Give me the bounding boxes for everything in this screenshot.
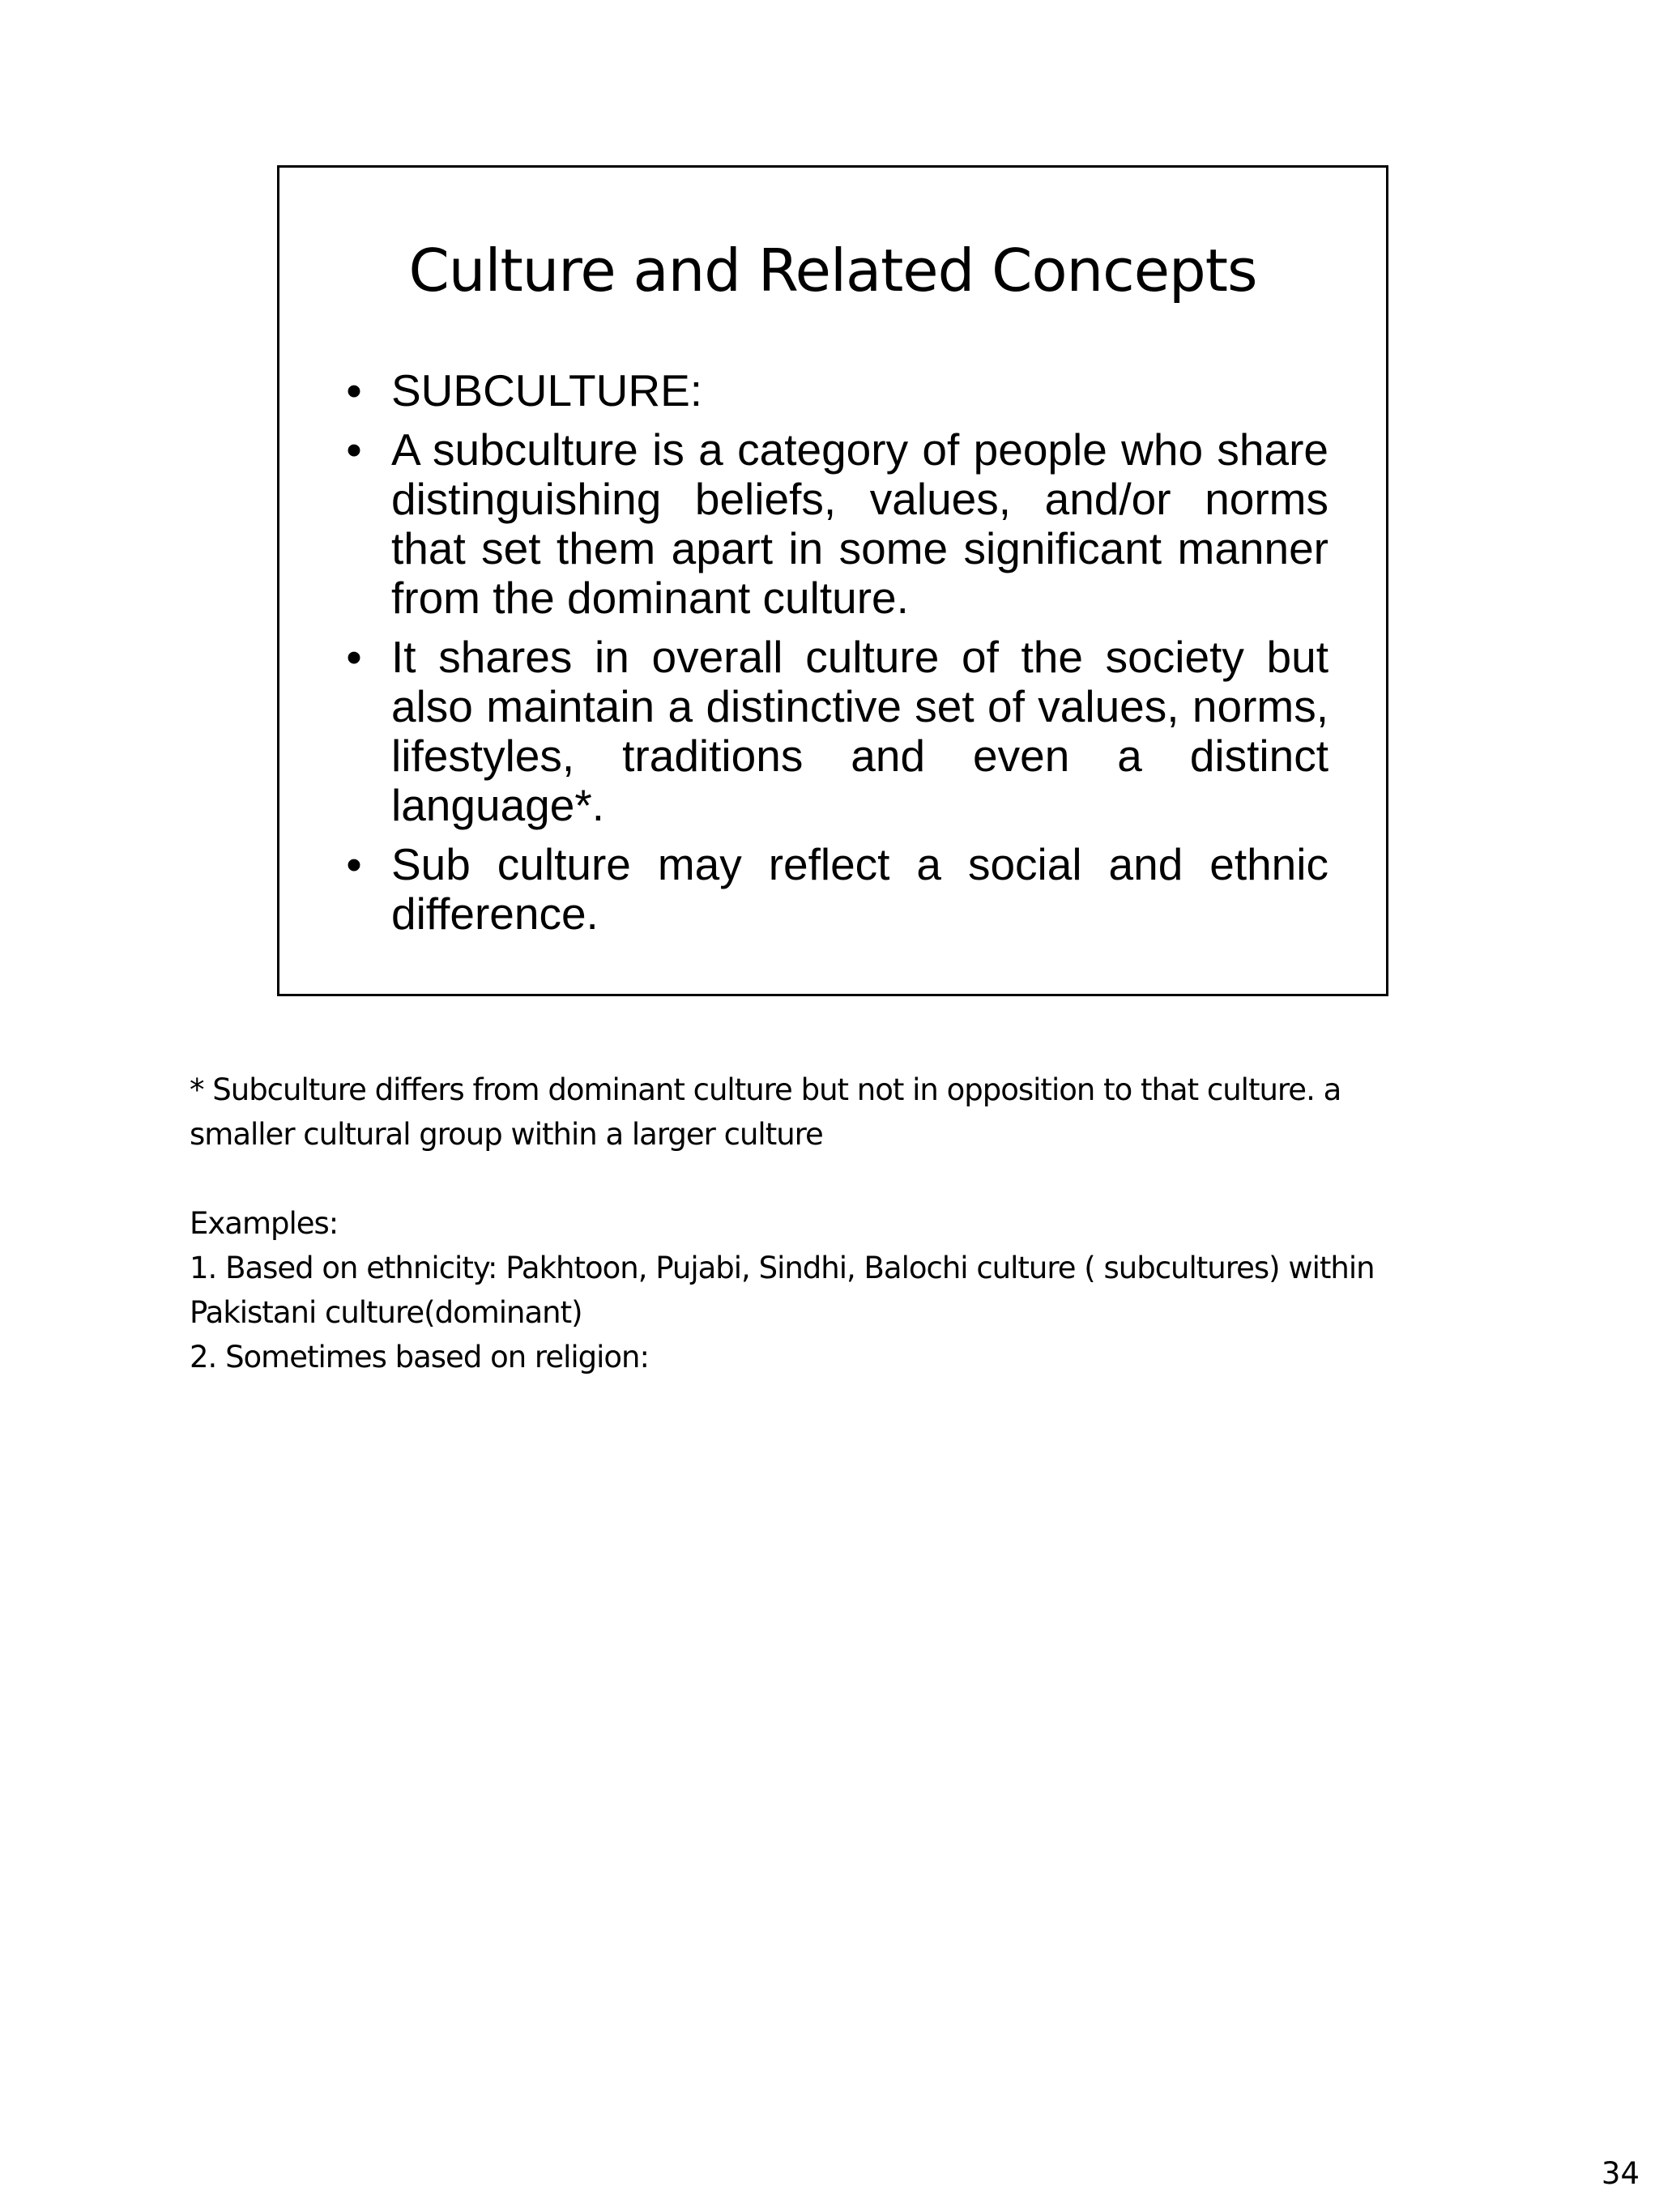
example-line: Pakistani culture(dominant) bbox=[190, 1295, 582, 1330]
slide-title: Culture and Related Concepts bbox=[408, 237, 1257, 305]
bullet-text: SUBCULTURE: bbox=[391, 365, 703, 416]
bullet-item-social-ethnic bbox=[338, 840, 1328, 939]
footnote-line: * Subculture differs from dominant culture but not in opposition to that culture. a bbox=[190, 1072, 1341, 1107]
notes-spacer bbox=[190, 1157, 1518, 1201]
example-line: 1. Based on ethnicity: Pakhtoon, Pujabi, Sindhi, Balochi culture ( subcultures) within bbox=[190, 1251, 1375, 1285]
bullet-marker: • bbox=[346, 632, 362, 682]
bullet-marker: • bbox=[346, 365, 362, 416]
bullet-marker: • bbox=[346, 424, 362, 475]
speaker-notes bbox=[190, 1068, 1518, 1379]
bullet-marker: • bbox=[346, 839, 362, 889]
bullet-text: Sub culture may reflect a social and ethnic difference. bbox=[391, 839, 1328, 939]
bullet-text: A subculture is a category of people who share distinguishing beliefs, values, and/or norms that set them apart in some significant manner from the dominant culture. bbox=[391, 424, 1328, 623]
bullet-item-subculture-heading bbox=[338, 366, 1328, 416]
examples-heading: Examples: bbox=[190, 1206, 339, 1241]
example-line: 2. Sometimes based on religion: bbox=[190, 1340, 649, 1375]
bullet-item-shares-culture bbox=[338, 633, 1328, 830]
bullet-list bbox=[338, 366, 1328, 948]
bullet-item-definition bbox=[338, 425, 1328, 623]
page-number: 34 bbox=[1601, 2156, 1640, 2191]
bullet-text: It shares in overall culture of the society but also maintain a distinctive set of values, norms, lifestyles, traditions and even a distinct language*. bbox=[391, 632, 1328, 830]
footnote-line: smaller cultural group within a larger culture bbox=[190, 1117, 823, 1152]
slide-frame bbox=[277, 165, 1388, 996]
